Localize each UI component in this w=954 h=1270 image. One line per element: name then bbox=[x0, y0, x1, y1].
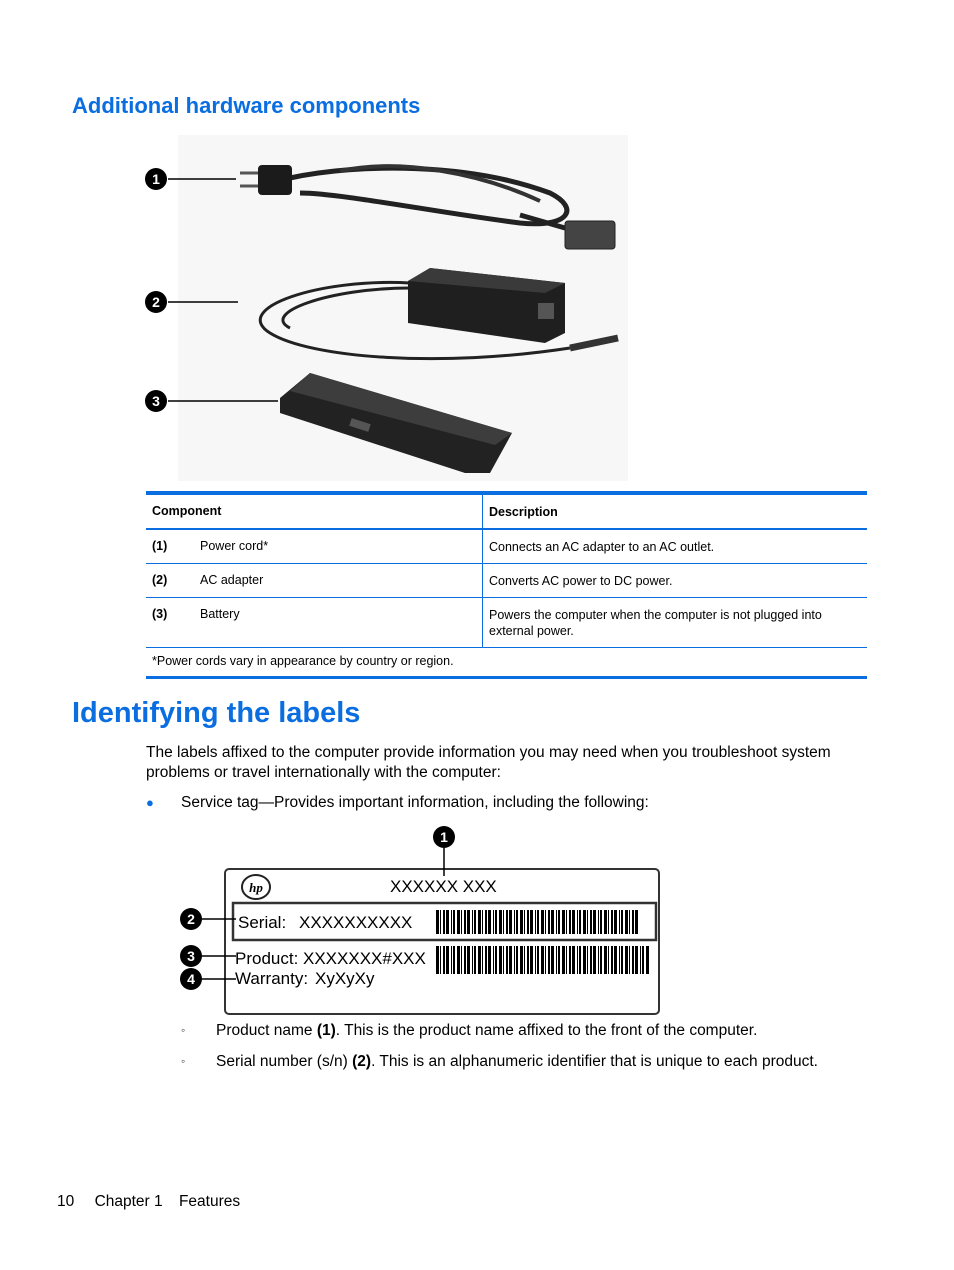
tag-product-value: XXXXXXX#XXX bbox=[303, 949, 426, 968]
table-row bbox=[146, 598, 867, 648]
tag-product-name: XXXXXX XXX bbox=[390, 877, 497, 896]
callout-3: 3 bbox=[152, 393, 160, 409]
sub-item-product-name bbox=[181, 1021, 757, 1041]
row-number: (2) bbox=[152, 573, 168, 587]
row-component: AC adapter bbox=[200, 573, 264, 587]
tag-callout-3: 3 bbox=[187, 948, 195, 964]
header-description: Description bbox=[482, 495, 867, 528]
sub-text-bold: (1) bbox=[316, 1022, 336, 1039]
tag-callout-4: 4 bbox=[187, 971, 195, 987]
callout-1: 1 bbox=[152, 171, 160, 187]
tag-product-label: Product: bbox=[235, 949, 299, 968]
tag-callout-2: 2 bbox=[187, 911, 195, 927]
components-table bbox=[146, 491, 867, 679]
service-tag-figure bbox=[178, 824, 668, 1019]
page-footer bbox=[57, 1193, 256, 1211]
tag-callout-1: 1 bbox=[440, 829, 448, 845]
table-row bbox=[146, 530, 867, 564]
main-heading: Identifying the labels bbox=[72, 697, 361, 729]
bullet-text: Service tag—Provides important information, including the following: bbox=[181, 794, 649, 811]
sub-text-pre: Serial number (s/n) bbox=[216, 1053, 353, 1070]
sub-text-pre: Product name bbox=[216, 1022, 317, 1039]
hardware-components-figure bbox=[140, 133, 630, 483]
tag-warranty-value: XyXyXy bbox=[315, 969, 375, 988]
tag-warranty-label: Warranty: bbox=[235, 969, 309, 988]
row-number: (3) bbox=[152, 607, 168, 621]
table-footnote-row bbox=[146, 648, 867, 676]
chapter-title: Features bbox=[178, 1193, 241, 1210]
row-description: Powers the computer when the computer is not plugged into external power. bbox=[482, 598, 867, 647]
row-component: Power cord* bbox=[200, 539, 269, 553]
bullet-icon: ● bbox=[146, 795, 154, 810]
table-header-row bbox=[146, 495, 867, 530]
sub-text-post: . This is the product name affixed to the front of the computer. bbox=[335, 1022, 758, 1039]
tag-serial-value: XXXXXXXXXX bbox=[299, 913, 413, 932]
intro-paragraph: The labels affixed to the computer provide information you may need when you troubleshoot system problems or travel internationally with the computer: bbox=[146, 744, 831, 781]
sub-bullet-icon: ◦ bbox=[181, 1023, 186, 1037]
table-footnote: *Power cords vary in appearance by country or region. bbox=[152, 654, 454, 668]
header-component: Component bbox=[152, 504, 222, 518]
section-heading: Additional hardware components bbox=[72, 93, 421, 118]
row-description: Converts AC power to DC power. bbox=[482, 564, 867, 597]
sub-text-post: . This is an alphanumeric identifier that is unique to each product. bbox=[371, 1053, 818, 1070]
row-component: Battery bbox=[200, 607, 240, 621]
sub-bullet-icon: ◦ bbox=[181, 1054, 186, 1068]
tag-serial-label: Serial: bbox=[238, 913, 287, 932]
chapter-label: Chapter 1 bbox=[94, 1193, 163, 1210]
row-number: (1) bbox=[152, 539, 168, 553]
bullet-item bbox=[146, 793, 649, 813]
sub-text-bold: (2) bbox=[352, 1053, 372, 1070]
callout-2: 2 bbox=[152, 294, 160, 310]
page-number: 10 bbox=[57, 1193, 75, 1210]
hp-logo: hp bbox=[249, 880, 263, 895]
table-row bbox=[146, 564, 867, 598]
row-description: Connects an AC adapter to an AC outlet. bbox=[482, 530, 867, 563]
sub-item-serial-number bbox=[181, 1052, 818, 1072]
